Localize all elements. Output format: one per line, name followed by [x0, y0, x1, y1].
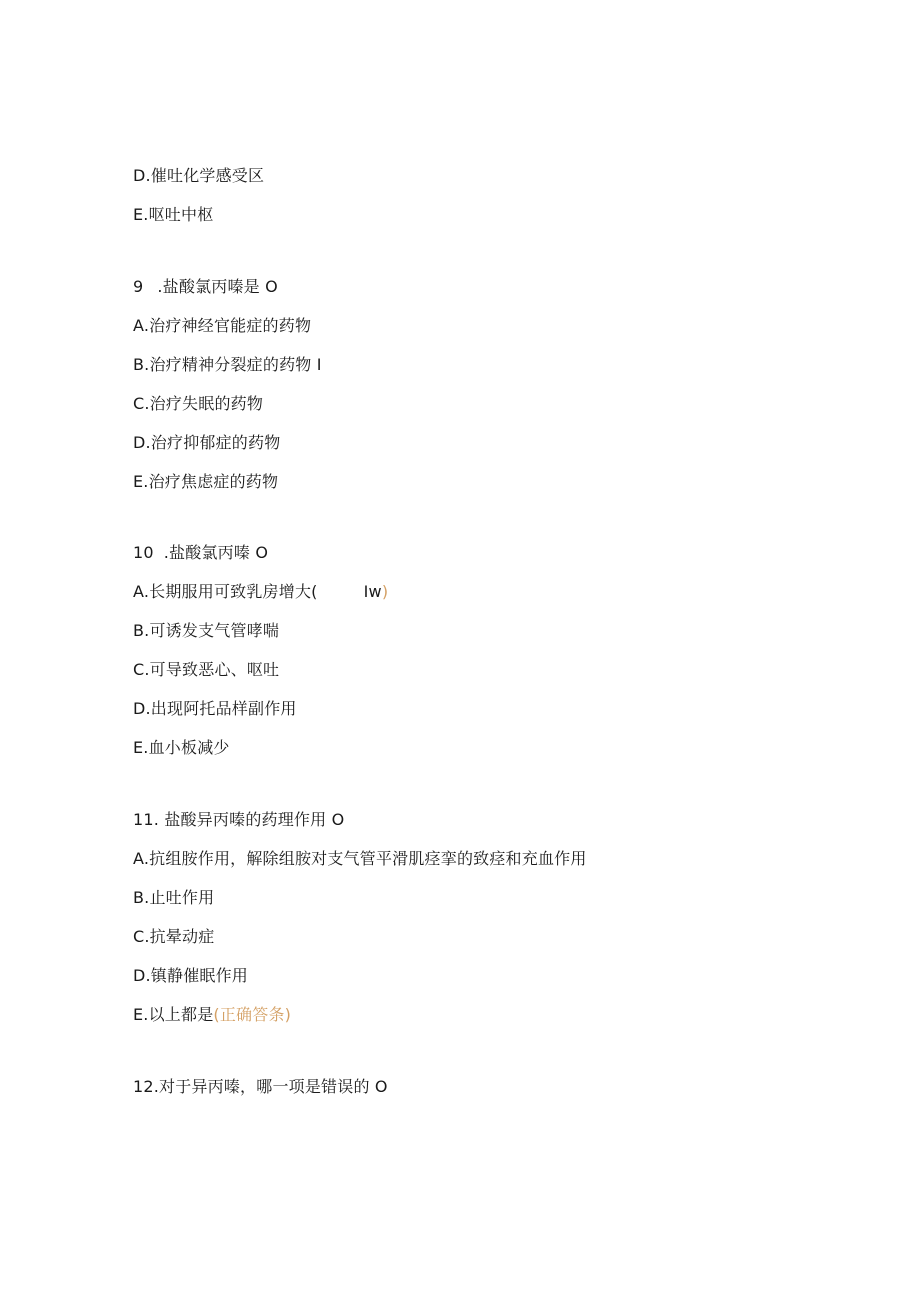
question-10-option-d: D.出现阿托品样副作用	[133, 699, 297, 718]
prev-option-d: D.催吐化学感受区	[133, 166, 265, 185]
question-9-stem	[133, 277, 278, 297]
question-11-option-a: A.抗组胺作用，解除组胺对支气管平滑肌痉挛的致痉和充血作用	[133, 849, 587, 868]
question-10-option-e: E.血小板减少	[133, 738, 230, 757]
question-9-option-e: E.治疗焦虑症的药物	[133, 472, 279, 491]
question-10-option-b: B.可诱发支气管哮喘	[133, 621, 280, 640]
question-10-number: 10	[133, 543, 154, 562]
question-10-text: .盐酸氯丙嗪 O	[163, 543, 269, 562]
answer-mark: (正确答条)	[213, 1005, 292, 1024]
question-10-option-c: C.可导致恶心、呕吐	[133, 660, 280, 679]
question-9-text: .盐酸氯丙嗪是 O	[157, 277, 278, 296]
question-10-stem	[133, 543, 268, 563]
question-11-option-e	[133, 1005, 291, 1025]
question-9-option-a: A.治疗神经官能症的药物	[133, 316, 312, 335]
question-10-option-a-mark: Iw	[363, 582, 382, 601]
question-9-option-b: B.治疗精神分裂症的药物 I	[133, 355, 322, 374]
question-11-option-d: D.镇静催眠作用	[133, 966, 249, 985]
question-11-option-e-text: E.以上都是	[133, 1005, 214, 1024]
question-9-option-c: C.治疗失眠的药物	[133, 394, 264, 413]
question-9-number: 9	[133, 277, 144, 296]
question-10-option-a	[133, 582, 388, 602]
question-9-option-d: D.治疗抑郁症的药物	[133, 433, 281, 452]
question-11-option-c: C.抗晕动症	[133, 927, 215, 946]
question-10-option-a-text: A.长期服用可致乳房增大(	[133, 582, 318, 601]
question-11-stem: 11. 盐酸异丙嗪的药理作用 O	[133, 810, 345, 829]
question-10-option-a-close: )	[381, 582, 389, 601]
prev-option-e: E.呕吐中枢	[133, 205, 214, 224]
question-11-option-b: B.止吐作用	[133, 888, 215, 907]
question-12-stem: 12.对于异丙嗪，哪一项是错误的 O	[133, 1077, 388, 1096]
